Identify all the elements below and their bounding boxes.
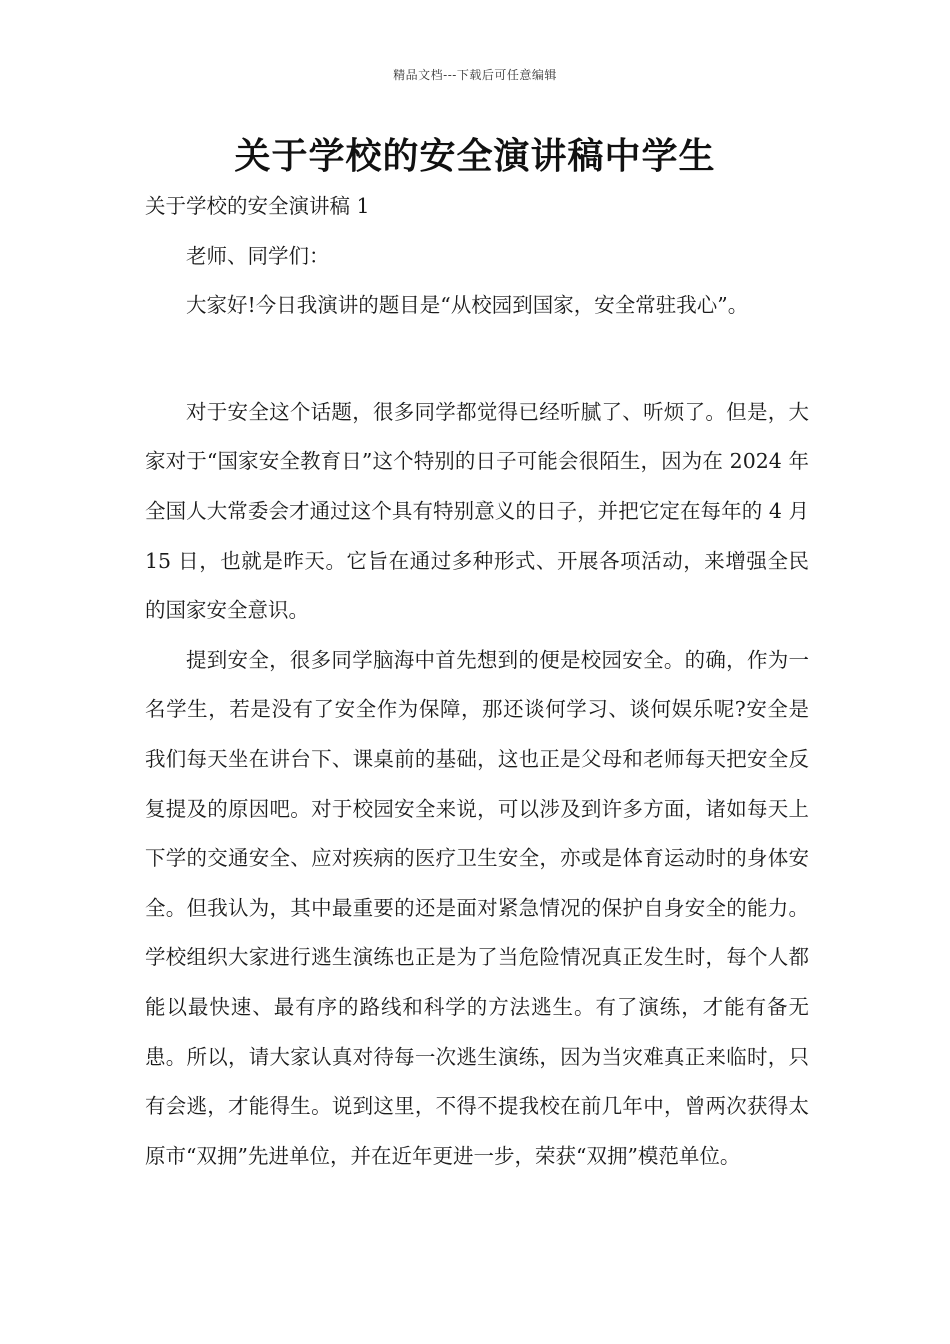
paragraph-body-1: 对于安全这个话题，很多同学都觉得已经听腻了、听烦了。但是，大家对于“国家安全教育日”这个特别的日子可能会很陌生，因为在 2024 年全国人大常委会才通过这个具有特别意义的日子，并把它定在每年的 4 月 15 日，也就是昨天。它旨在通过多种形式、开展各项活动，来增强全民的国家安全意识。 (145, 399, 809, 623)
paragraph-gap (145, 331, 809, 388)
document-body (145, 182, 809, 1181)
page-header: 精品文档---下载后可任意编辑 (393, 68, 557, 82)
section-subtitle: 关于学校的安全演讲稿 1 (145, 194, 370, 218)
document-title: 关于学校的安全演讲稿中学生 (234, 136, 716, 177)
paragraph-intro: 大家好!今日我演讲的题目是“从校园到国家，安全常驻我心”。 (186, 293, 749, 318)
paragraph-greeting: 老师、同学们： (186, 243, 330, 268)
paragraph-body-2: 提到安全，很多同学脑海中首先想到的便是校园安全。的确，作为一名学生，若是没有了安全作为保障，那还谈何学习、谈何娱乐呢?安全是我们每天坐在讲台下、课桌前的基础，这也正是父母和老师每天把安全反复提及的原因吧。对于校园安全来说，可以涉及到许多方面，诸如每天上下学的交通安全、应对疾病的医疗卫生安全，亦或是体育运动时的身体安全。但我认为，其中最重要的还是面对紧急情况的保护自身安全的能力。学校组织大家进行逃生演练也正是为了当危险情况真正发生时，每个人都能以最快速、最有序的路线和科学的方法逃生。有了演练，才能有备无患。所以，请大家认真对待每一次逃生演练，因为当灾难真正来临时，只有会逃，才能得生。说到这里，不得不提我校在前几年中，曾两次获得太原市“双拥”先进单位，并在近年更进一步，荣获“双拥”模范单位。 (145, 647, 809, 1168)
